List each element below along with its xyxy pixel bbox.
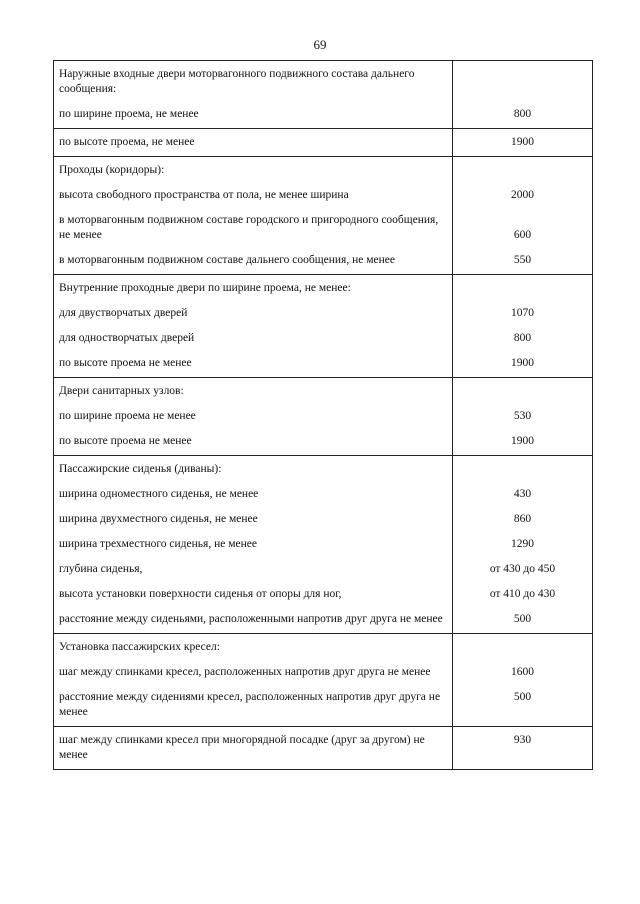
row-text: Проходы (коридоры): bbox=[54, 157, 453, 185]
table-row bbox=[54, 209, 593, 249]
table-row bbox=[54, 302, 593, 327]
table-row bbox=[54, 275, 593, 303]
row-text: расстояние между сиденьями, расположенными напротив друг друга не менее bbox=[54, 608, 453, 634]
row-text: Установка пассажирских кресел: bbox=[54, 634, 453, 662]
row-value bbox=[453, 157, 593, 185]
row-value bbox=[453, 378, 593, 406]
row-text: глубина сиденья, bbox=[54, 558, 453, 583]
row-text: в моторвагонным подвижном составе городского и пригородного сообщения, не менее bbox=[54, 209, 453, 249]
row-value bbox=[453, 61, 593, 104]
row-text: шаг между спинками кресел, расположенных напротив друг друга не менее bbox=[54, 661, 453, 686]
row-value: 860 bbox=[453, 508, 593, 533]
page-number: 69 bbox=[313, 37, 327, 52]
row-text: в моторвагонным подвижном составе дальнего сообщения, не менее bbox=[54, 249, 453, 275]
row-value: 430 bbox=[453, 483, 593, 508]
row-value: 1900 bbox=[453, 352, 593, 378]
row-text: Внутренние проходные двери по ширине проема, не менее: bbox=[54, 275, 453, 303]
row-text: для двустворчатых дверей bbox=[54, 302, 453, 327]
table-row bbox=[54, 583, 593, 608]
row-value bbox=[453, 275, 593, 303]
table-row bbox=[54, 184, 593, 209]
row-value bbox=[453, 456, 593, 484]
table-row bbox=[54, 508, 593, 533]
table-row bbox=[54, 456, 593, 484]
row-text: ширина одноместного сиденья, не менее bbox=[54, 483, 453, 508]
row-text: расстояние между сидениями кресел, расположенных напротив друг друга не менее bbox=[54, 686, 453, 727]
row-value: 1600 bbox=[453, 661, 593, 686]
row-value: 600 bbox=[453, 209, 593, 249]
row-text: ширина двухместного сиденья, не менее bbox=[54, 508, 453, 533]
table-row bbox=[54, 558, 593, 583]
table-row bbox=[54, 727, 593, 770]
table-row bbox=[54, 327, 593, 352]
row-value bbox=[453, 634, 593, 662]
row-text: высота свободного пространства от пола, не менее ширина bbox=[54, 184, 453, 209]
table-row bbox=[54, 634, 593, 662]
table-row bbox=[54, 686, 593, 727]
row-value: 1900 bbox=[453, 430, 593, 456]
row-text: по высоте проема, не менее bbox=[54, 129, 453, 157]
row-text: ширина трехместного сиденья, не менее bbox=[54, 533, 453, 558]
table-row bbox=[54, 405, 593, 430]
table-row bbox=[54, 61, 593, 104]
row-value: 1070 bbox=[453, 302, 593, 327]
table-row bbox=[54, 483, 593, 508]
row-value: 530 bbox=[453, 405, 593, 430]
row-text: для одностворчатых дверей bbox=[54, 327, 453, 352]
row-text: Двери санитарных узлов: bbox=[54, 378, 453, 406]
row-value: 800 bbox=[453, 103, 593, 129]
row-value: 930 bbox=[453, 727, 593, 770]
table-row bbox=[54, 103, 593, 129]
table-row bbox=[54, 661, 593, 686]
row-text: шаг между спинками кресел при многорядной посадке (друг за другом) не менее bbox=[54, 727, 453, 770]
row-text: по ширине проема, не менее bbox=[54, 103, 453, 129]
row-value: 500 bbox=[453, 608, 593, 634]
table-row bbox=[54, 352, 593, 378]
row-value: 500 bbox=[453, 686, 593, 727]
table-row bbox=[54, 129, 593, 157]
table-row bbox=[54, 533, 593, 558]
row-text: Пассажирские сиденья (диваны): bbox=[54, 456, 453, 484]
row-value: от 410 до 430 bbox=[453, 583, 593, 608]
table-row bbox=[54, 157, 593, 185]
row-text: Наружные входные двери моторвагонного подвижного состава дальнего сообщения: bbox=[54, 61, 453, 104]
row-value: 550 bbox=[453, 249, 593, 275]
table-row bbox=[54, 608, 593, 634]
row-text: по ширине проема не менее bbox=[54, 405, 453, 430]
requirements-table bbox=[53, 60, 593, 770]
table-row bbox=[54, 430, 593, 456]
row-text: по высоте проема не менее bbox=[54, 430, 453, 456]
row-value: 2000 bbox=[453, 184, 593, 209]
row-text: высота установки поверхности сиденья от опоры для ног, bbox=[54, 583, 453, 608]
table-row bbox=[54, 249, 593, 275]
row-value: 1900 bbox=[453, 129, 593, 157]
row-value: 800 bbox=[453, 327, 593, 352]
row-value: 1290 bbox=[453, 533, 593, 558]
row-text: по высоте проема не менее bbox=[54, 352, 453, 378]
row-value: от 430 до 450 bbox=[453, 558, 593, 583]
table-row bbox=[54, 378, 593, 406]
